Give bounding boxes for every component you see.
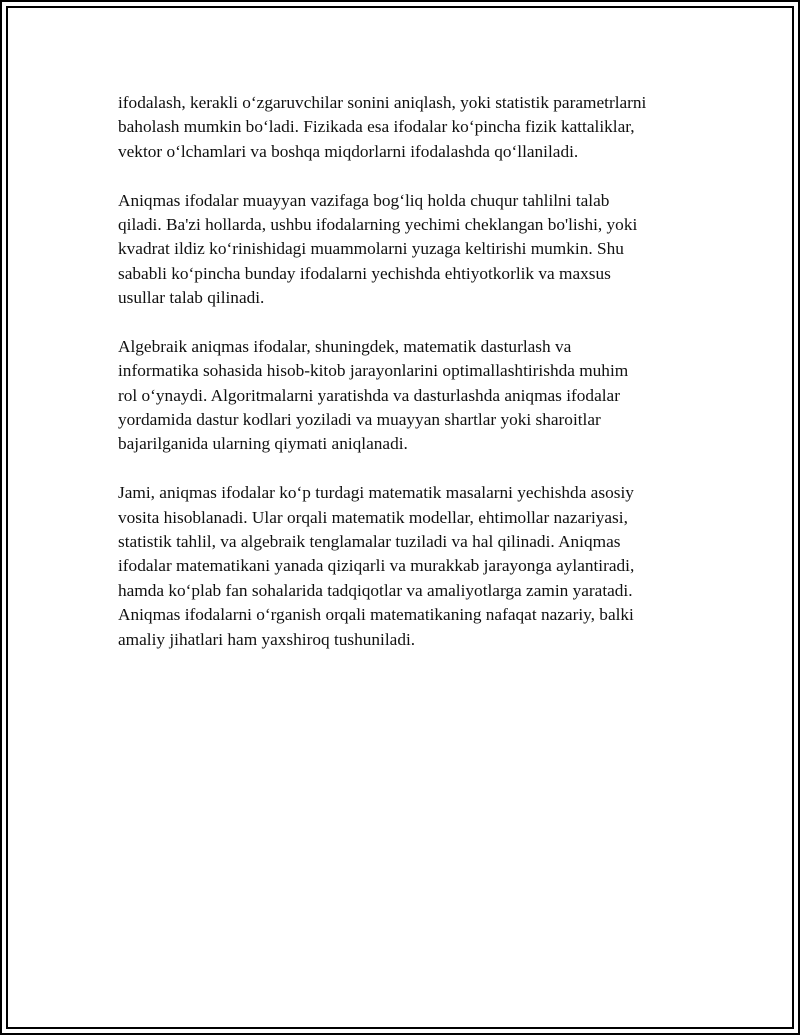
text-line: bajarilganida ularning qiymati aniqlanadi. [118, 434, 408, 454]
text-line: statistik tahlil, va algebraik tenglamalar tuziladi va hal qilinadi. Aniqmas [118, 532, 621, 552]
text-line: qiladi. Ba'zi hollarda, ushbu ifodalarning yechimi cheklangan bo'lishi, yoki [118, 214, 638, 234]
text-line: Aniqmas ifodalarni o‘rganish orqali matematikaning nafaqat nazariy, balki [118, 605, 634, 625]
text-line: ifodalash, kerakli o‘zgaruvchilar sonini aniqlash, yoki statistik parametrlarni [118, 93, 647, 112]
text-line: kvadrat ildiz ko‘rinishidagi muammolarni yuzaga keltirishi mumkin. Shu [118, 239, 624, 259]
paragraph-2 [118, 189, 698, 311]
paragraph-4 [118, 481, 698, 652]
text-line: Jami, aniqmas ifodalar ko‘p turdagi matematik masalarni yechishda asosiy [118, 483, 634, 503]
text-line: yordamida dastur kodlari yoziladi va muayyan shartlar yoki sharoitlar [118, 410, 601, 430]
text-line: ifodalar matematikani yanada qiziqarli va murakkab jarayonga aylantiradi, [118, 556, 635, 576]
text-line: informatika sohasida hisob-kitob jarayonlarini optimallashtirishda muhim [118, 361, 629, 381]
text-line: Algebraik aniqmas ifodalar, shuningdek, matematik dasturlash va [118, 336, 572, 356]
text-line: baholash mumkin bo‘ladi. Fizikada esa ifodalar ko‘pincha fizik kattaliklar, [118, 117, 635, 137]
text-line: amaliy jihatlari ham yaxshiroq tushuniladi. [118, 629, 416, 649]
text-line: usullar talab qilinadi. [118, 288, 265, 308]
paragraph-3 [118, 335, 698, 457]
document-body [118, 91, 698, 676]
text-line: sababli ko‘pincha bunday ifodalarni yechishda ehtiyotkorlik va maxsus [118, 263, 611, 283]
text-line: hamda ko‘plab fan sohalarida tadqiqotlar va amaliyotlarga zamin yaratadi. [118, 580, 633, 600]
text-line: vektor o‘lchamlari va boshqa miqdorlarni ifodalashda qo‘llaniladi. [118, 141, 579, 161]
paragraph-1 [118, 91, 698, 164]
text-line: vosita hisoblanadi. Ular orqali matematik modellar, ehtimollar nazariyasi, [118, 507, 628, 527]
text-line: Aniqmas ifodalar muayyan vazifaga bog‘liq holda chuqur tahlilni talab [118, 190, 610, 210]
text-line: rol o‘ynaydi. Algoritmalarni yaratishda va dasturlashda aniqmas ifodalar [118, 385, 620, 405]
